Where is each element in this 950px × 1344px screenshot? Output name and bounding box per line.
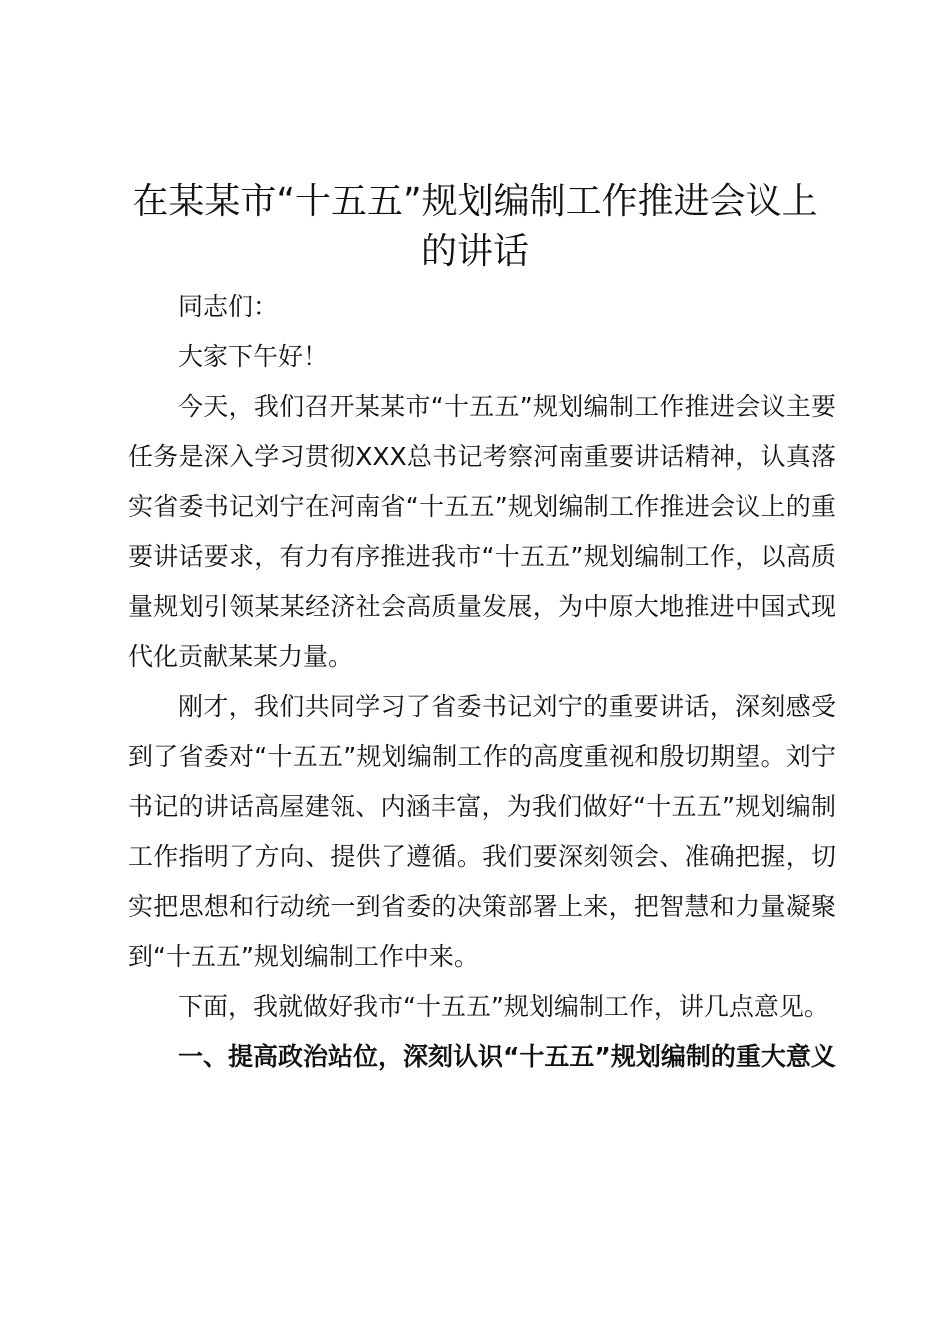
document-body (128, 282, 836, 1082)
body-paragraph: 刚才，我们共同学习了省委书记刘宁的重要讲话，深刻感受到了省委对“十五五”规划编制工作的高度重视和殷切期望。刘宁书记的讲话高屋建瓴、内涵丰富，为我们做好“十五五”规划编制工作指明了方向、提供了遵循。我们要深刻领会、准确把握，切实把思想和行动统一到省委的决策部署上来，把智慧和力量凝聚到“十五五”规划编制工作中来。 (128, 692, 836, 971)
section-heading: 一、提高政治站位，深刻认识“十五五”规划编制的重大意义 (178, 1042, 836, 1071)
greeting: 大家下午好！ (178, 342, 329, 371)
document-title: 在某某市“十五五”规划编制工作推进会议上的讲话 (132, 181, 818, 272)
body-paragraph: 今天，我们召开某某市“十五五”规划编制工作推进会议主要任务是深入学习贯彻XXX总书记考察河南重要讲话精神，认真落实省委书记刘宁在河南省“十五五”规划编制工作推进会议上的重要讲话要求，有力有序推进我市“十五五”规划编制工作，以高质量规划引领某某经济社会高质量发展，为中原大地推进中国式现代化贡献某某力量。 (128, 392, 836, 671)
body-paragraph: 下面，我就做好我市“十五五”规划编制工作，讲几点意见。 (178, 992, 829, 1021)
salutation: 同志们： (178, 292, 279, 321)
